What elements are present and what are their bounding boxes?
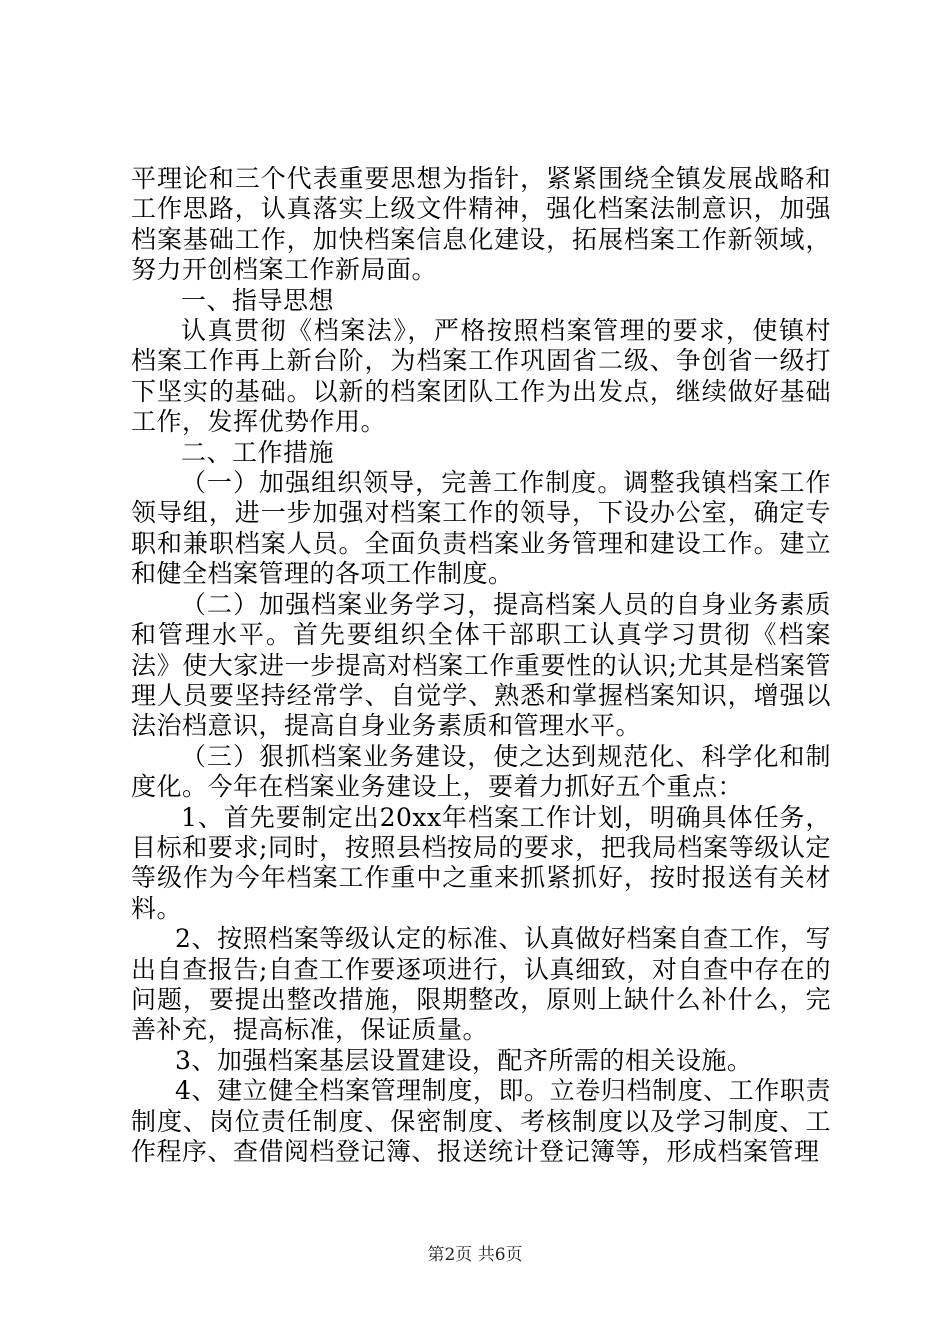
paragraph-measure-3: （三）狠抓档案业务建设，使之达到规范化、科学化和制度化。今年在档案业务建设上，要着力抓好五个重点： <box>131 741 831 802</box>
heading-work-measures: 二、工作措施 <box>181 437 335 467</box>
list-item-2: 2、按照档案等级认定的标准、认真做好档案自查工作，写出自查报告;自查工作要逐项进行，认真细致，对自查中存在的问题，要提出整改措施，限期整改，原则上缺什么补什么，完善补充，提高标准，保证质量。 <box>131 924 831 1045</box>
paragraph-measure-2: （二）加强档案业务学习，提高档案人员的自身业务素质和管理水平。首先要组织全体干部职工认真学习贯彻《档案法》使大家进一步提高对档案工作重要性的认识;尤其是档案管理人员要坚持经常学、自觉学、熟悉和掌握档案知识，增强以法治档意识，提高自身业务素质和管理水平。 <box>131 589 831 741</box>
list-item-4: 4、建立健全档案管理制度，即。立卷归档制度、工作职责制度、岗位责任制度、保密制度、考核制度以及学习制度、工作程序、查借阅档登记簿、报送统计登记簿等，形成档案管理 <box>131 1076 831 1166</box>
paragraph-guiding-ideology: 认真贯彻《档案法》，严格按照档案管理的要求，使镇村档案工作再上新台阶，为档案工作巩固省二级、争创省一级打下坚实的基础。以新的档案团队工作为出发点，继续做好基础工作，发挥优势作用。 <box>131 316 831 437</box>
paragraph-measure-1: （一）加强组织领导，完善工作制度。调整我镇档案工作领导组，进一步加强对档案工作的领导，下设办公室，确定专职和兼职档案人员。全面负责档案业务管理和建设工作。建立和健全档案管理的各项工作制度。 <box>131 468 831 589</box>
heading-guiding-ideology: 一、指导思想 <box>181 285 335 315</box>
document-body <box>131 164 831 1167</box>
page-number-footer: 第2页 共6页 <box>427 1245 523 1265</box>
list-item-3: 3、加强档案基层设置建设，配齐所需的相关设施。 <box>175 1045 753 1075</box>
paragraph-intro-continuation: 平理论和三个代表重要思想为指针，紧紧围绕全镇发展战略和工作思路，认真落实上级文件精神，强化档案法制意识，加强档案基础工作，加快档案信息化建设，拓展档案工作新领域，努力开创档案工作新局面。 <box>131 164 831 285</box>
list-item-1: 1、首先要制定出20xx年档案工作计划，明确具体任务，目标和要求;同时，按照县档按局的要求，把我局档案等级认定等级作为今年档案工作重中之重来抓紧抓好，按时报送有关材料。 <box>131 802 831 923</box>
